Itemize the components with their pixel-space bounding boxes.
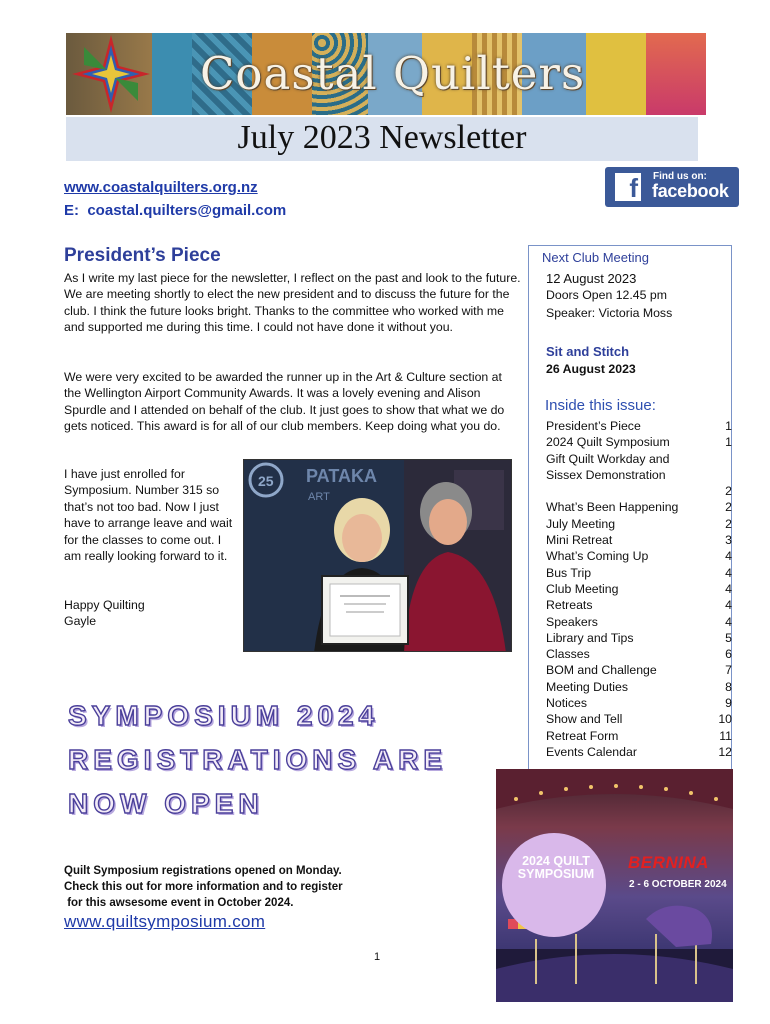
poster-dates: 2 - 6 OCTOBER 2024 — [629, 879, 727, 890]
toc-item[interactable] — [546, 499, 732, 515]
sit-stitch-heading: Sit and Stitch — [546, 344, 630, 359]
toc-item-page: 8 — [725, 679, 732, 694]
toc-item-page: 2 — [725, 500, 732, 515]
toc-item-page: 4 — [725, 565, 732, 580]
header-banner — [66, 33, 706, 115]
toc-item-page: 4 — [725, 598, 732, 613]
toc-item-page: 4 — [725, 581, 732, 596]
toc-item-label: 2024 Quilt Symposium — [546, 435, 670, 450]
toc-item-page: 1 — [725, 419, 732, 433]
next-meeting-date: 12 August 2023 — [546, 271, 637, 286]
toc-item-page: 2 — [725, 484, 732, 499]
toc-item[interactable] — [546, 581, 732, 597]
website-link[interactable]: www.coastalquilters.org.nz — [64, 179, 258, 196]
toc-item-label: What’s Coming Up — [546, 549, 649, 564]
toc-item[interactable] — [546, 548, 732, 564]
doors-open: Doors Open 12.45 pm — [546, 288, 667, 302]
toc-item[interactable] — [546, 744, 732, 760]
symposium-text-1: Quilt Symposium registrations opened on Monday. — [64, 865, 342, 877]
toc-item-label: Library and Tips — [546, 630, 634, 645]
page-number: 1 — [374, 951, 381, 963]
presidents-paragraph-2: We were very excited to be awarded the runner up in the Art & Culture section at the Wellington Airport Community Awards. It was a lovely evening and Alison Spurdle and I attended on behalf of the club. It just goes to show that what we do gets noticed. This award is for all of our club members. Keep doing what you do. — [64, 370, 505, 434]
toc-item-label: Events Calendar — [546, 744, 637, 759]
toc-item-page: 4 — [725, 549, 732, 564]
toc-item-label: Speakers — [546, 614, 598, 629]
inside-issue-heading: Inside this issue: — [545, 397, 656, 414]
toc-item[interactable] — [546, 728, 732, 744]
toc-item-page: 11 — [719, 728, 732, 743]
toc-item-label: Club Meeting — [546, 581, 619, 596]
toc-item[interactable] — [546, 711, 732, 727]
toc-item[interactable] — [546, 646, 732, 662]
presidents-paragraph-3: I have just enrolled for Symposium. Number 315 so that’s not too bad. Now I just have to arrange leave and wait for the classes to come out. I am really looking forward to it. — [64, 467, 233, 564]
symposium-text-3: for this awsesome event in October 2024. — [64, 897, 294, 909]
toc-item-page: 6 — [725, 647, 732, 662]
toc-item[interactable] — [546, 614, 732, 630]
symposium-headline-3: NOW OPEN — [68, 788, 264, 819]
sidebar-box — [528, 245, 732, 780]
award-photo-illustration — [244, 460, 512, 652]
toc-item-page: 7 — [725, 663, 732, 678]
toc-item-label: Classes — [546, 647, 590, 662]
toc-item[interactable] — [546, 565, 732, 581]
toc-item[interactable] — [546, 516, 732, 532]
svg-text:25: 25 — [258, 473, 274, 489]
toc-item-label: President’s Piece — [546, 419, 641, 433]
toc-item-page: 4 — [725, 614, 732, 629]
email-line — [64, 202, 286, 219]
presidents-signoff: Happy Quilting — [64, 598, 145, 612]
toc-item-page: 1 — [725, 435, 732, 450]
toc-item-label: What’s Been Happening — [546, 500, 679, 515]
toc-item-page: 3 — [725, 533, 732, 548]
next-meeting-heading: Next Club Meeting — [542, 250, 649, 265]
sit-stitch-date: 26 August 2023 — [546, 362, 636, 376]
toc-item-label: Bus Trip — [546, 565, 592, 580]
toc-item[interactable] — [546, 434, 732, 450]
photo-backdrop-text: PATAKA — [306, 466, 377, 486]
newsletter-title: July 2023 Newsletter — [237, 119, 527, 156]
toc-item[interactable] — [546, 662, 732, 678]
toc-item[interactable] — [546, 630, 732, 646]
table-of-contents — [546, 418, 732, 760]
symposium-headline-1: SYMPOSIUM 2024 — [68, 700, 380, 731]
presidents-paragraph-1: As I write my last piece for the newsletter, I reflect on the past and look to the future. We are meeting shortly to elect the new president and to discuss the future for the club. I think the future looks bright. Thanks to the committee who worked with me and supported me during this time. I could not have done it without you. — [64, 271, 521, 335]
toc-item-label: Show and Tell — [546, 712, 623, 727]
toc-item-label: Retreats — [546, 598, 593, 613]
quilt-star-icon — [72, 35, 150, 113]
email-label: E: — [64, 202, 79, 219]
facebook-icon: f — [615, 173, 641, 201]
toc-item-page: 2 — [725, 516, 732, 531]
symposium-poster — [496, 769, 733, 1002]
toc-item[interactable] — [546, 418, 732, 434]
toc-item[interactable] — [546, 597, 732, 613]
toc-item-page: 12 — [718, 744, 732, 759]
photo-backdrop-subtext: ART — [308, 491, 330, 503]
newsletter-title-bar — [66, 117, 698, 161]
toc-item-label: Meeting Duties — [546, 679, 629, 694]
symposium-text-2: Check this out for more information and to register — [64, 881, 343, 893]
poster-title: 2024 QUILT SYMPOSIUM — [517, 854, 595, 881]
banner-title: Coastal Quilters — [200, 47, 586, 100]
toc-item-label: July Meeting — [546, 516, 616, 531]
toc-item-label: Retreat Form — [546, 728, 619, 743]
presidents-piece-heading: President’s Piece — [64, 245, 221, 266]
toc-item-label: BOM and Challenge — [546, 663, 657, 678]
award-photo — [243, 459, 512, 652]
facebook-wordmark: facebook — [652, 181, 729, 201]
toc-item-label: Notices — [546, 696, 588, 711]
symposium-text — [64, 863, 394, 911]
toc-item-page: 9 — [725, 696, 732, 711]
facebook-badge[interactable] — [605, 167, 739, 207]
poster-sponsor: BERNINA — [628, 853, 709, 872]
facebook-find-us: Find us on: — [653, 171, 707, 182]
speaker: Speaker: Victoria Moss — [546, 306, 673, 320]
presidents-name: Gayle — [64, 614, 97, 628]
toc-item-label: Gift Quilt Workday and Sissex Demonstration — [546, 451, 670, 482]
symposium-link[interactable]: www.quiltsymposium.com — [64, 912, 266, 931]
toc-item-page: 5 — [725, 630, 732, 645]
toc-item[interactable] — [546, 695, 732, 711]
toc-item-page: 10 — [718, 712, 732, 727]
toc-item-label: Mini Retreat — [546, 533, 613, 548]
toc-item[interactable] — [546, 451, 732, 500]
toc-item[interactable] — [546, 532, 732, 548]
toc-item[interactable] — [546, 679, 732, 695]
poster-badge — [502, 833, 606, 937]
symposium-headline-2: REGISTRATIONS ARE — [68, 744, 448, 775]
email-link[interactable]: coastal.quilters@gmail.com — [87, 202, 287, 219]
